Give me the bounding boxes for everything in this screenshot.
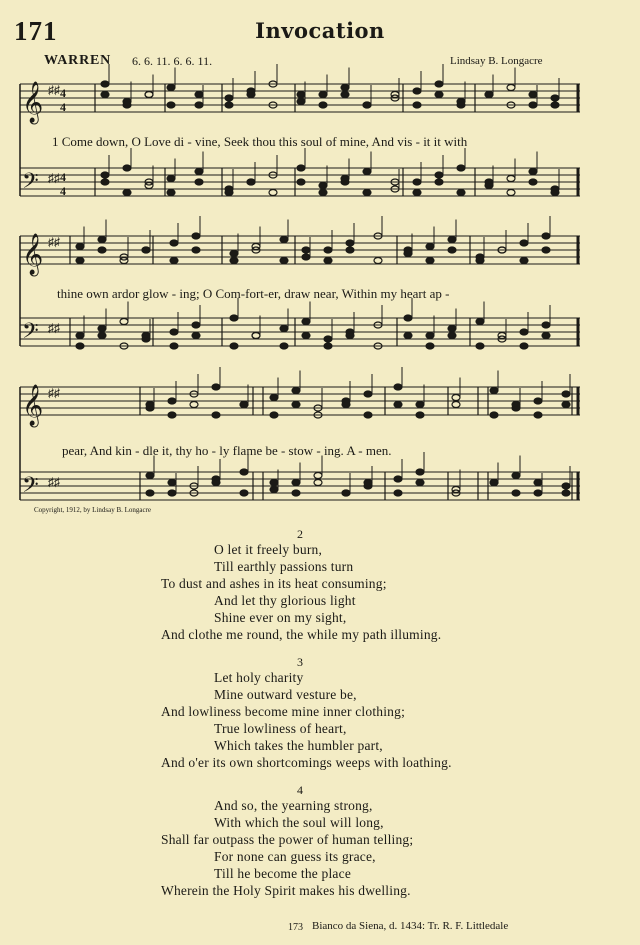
notehead (142, 333, 150, 339)
stanza-line: Shall far outpass the power of human telling; (161, 832, 414, 847)
notehead (394, 384, 402, 390)
notehead (167, 176, 175, 182)
notehead (292, 388, 300, 394)
hymn-number: 171 (14, 16, 58, 46)
time-signature: 4 (60, 184, 66, 198)
notehead (404, 315, 412, 321)
notehead (225, 190, 233, 196)
stanza-line: To dust and ashes in its heat consuming; (161, 576, 387, 591)
notehead (170, 240, 178, 246)
notehead (363, 190, 371, 196)
notehead (448, 237, 456, 243)
notehead (168, 398, 176, 404)
key-signature: ♯♯ (48, 321, 60, 335)
hymn-title: Invocation (255, 18, 385, 43)
notehead (192, 233, 200, 239)
notehead (448, 247, 456, 253)
notehead (341, 85, 349, 91)
notehead (292, 402, 300, 408)
notehead (448, 333, 456, 339)
notehead (168, 480, 176, 486)
notehead (302, 247, 310, 253)
notehead (529, 179, 537, 185)
notehead (448, 326, 456, 332)
notehead (551, 190, 559, 196)
notehead (476, 343, 484, 349)
notehead (212, 384, 220, 390)
page-number: 173 (288, 922, 303, 933)
notehead (195, 102, 203, 108)
notehead (551, 102, 559, 108)
notehead (212, 412, 220, 418)
notehead (512, 402, 520, 408)
copyright-notice: Copyright, 1912, by Lindsay B. Longacre (34, 506, 152, 514)
notehead (146, 490, 154, 496)
notehead (346, 333, 354, 339)
notehead (485, 92, 493, 98)
notehead (364, 391, 372, 397)
notehead (123, 190, 131, 196)
notehead (270, 480, 278, 486)
text-attribution: Bianco da Siena, d. 1434: Tr. R. F. Littledale (312, 920, 509, 932)
treble-clef: 𝄞 (22, 82, 44, 123)
notehead (324, 343, 332, 349)
notehead (342, 402, 350, 408)
notehead (324, 247, 332, 253)
stanza-line: O let it freely burn, (214, 542, 323, 557)
notehead (101, 92, 109, 98)
notehead (314, 480, 322, 486)
notehead (476, 319, 484, 325)
notehead (394, 476, 402, 482)
notehead (542, 322, 550, 328)
notehead (363, 102, 371, 108)
notehead (302, 254, 310, 260)
notehead (529, 102, 537, 108)
stanza-line: And so, the yearning strong, (214, 798, 373, 813)
notehead (364, 412, 372, 418)
notehead (374, 258, 382, 264)
stanza-number: 4 (297, 783, 303, 797)
notehead (435, 92, 443, 98)
notehead (195, 179, 203, 185)
notehead (302, 319, 310, 325)
notehead (413, 190, 421, 196)
lyric-line: pear, And kin - dle it, thy ho - ly flame be - stow - ing. A - men. (62, 443, 392, 458)
notehead (452, 402, 460, 408)
notehead (168, 412, 176, 418)
stanza-line: For none can guess its grace, (214, 849, 376, 864)
notehead (346, 240, 354, 246)
stanza-number: 2 (297, 527, 303, 541)
notehead (98, 237, 106, 243)
notehead (168, 490, 176, 496)
notehead (413, 179, 421, 185)
notehead (225, 102, 233, 108)
notehead (319, 183, 327, 189)
notehead (280, 326, 288, 332)
notehead (167, 85, 175, 91)
notehead (490, 480, 498, 486)
notehead (252, 333, 260, 339)
notehead (98, 247, 106, 253)
composer: Lindsay B. Longacre (450, 55, 543, 67)
notehead (247, 179, 255, 185)
notehead (270, 412, 278, 418)
notehead (426, 258, 434, 264)
notehead (404, 333, 412, 339)
notehead (270, 395, 278, 401)
notehead (346, 247, 354, 253)
stanza-number: 3 (297, 655, 303, 669)
notehead (280, 258, 288, 264)
lyric-line: 1 Come down, O Love di - vine, Seek thou this soul of mine, And vis - it it with (52, 134, 468, 149)
notehead (562, 402, 570, 408)
notehead (225, 95, 233, 101)
stanza-line: And let thy glorious light (214, 593, 356, 608)
notehead (490, 412, 498, 418)
key-signature: ♯♯ (48, 171, 60, 185)
notehead (490, 388, 498, 394)
notehead (551, 95, 559, 101)
notehead (363, 169, 371, 175)
notehead (292, 490, 300, 496)
notehead (167, 190, 175, 196)
time-signature: 4 (60, 170, 66, 184)
notehead (76, 343, 84, 349)
notehead (314, 473, 322, 479)
key-signature: ♯♯ (48, 235, 60, 249)
time-signature: 4 (60, 100, 66, 114)
key-signature: ♯♯ (48, 386, 60, 400)
treble-clef: 𝄞 (22, 234, 44, 275)
notehead (507, 176, 515, 182)
time-signature: 4 (60, 86, 66, 100)
notehead (520, 329, 528, 335)
notehead (123, 165, 131, 171)
notehead (476, 258, 484, 264)
notehead (485, 179, 493, 185)
notehead (101, 81, 109, 87)
notehead (529, 92, 537, 98)
stanza-line: And clothe me round, the while my path illuming. (161, 627, 442, 642)
stanza-line: And o'er its own shortcomings weeps with loathing. (161, 755, 452, 770)
notehead (98, 333, 106, 339)
stanza-line: Mine outward vesture be, (214, 687, 357, 702)
notehead (520, 258, 528, 264)
notehead (529, 169, 537, 175)
treble-clef: 𝄞 (22, 385, 44, 426)
notehead (195, 92, 203, 98)
notehead (142, 247, 150, 253)
notehead (435, 179, 443, 185)
notehead (542, 333, 550, 339)
stanza-line: Which takes the humbler part, (214, 738, 383, 753)
notehead (269, 190, 277, 196)
stanza-line: Till he become the place (214, 866, 352, 881)
tune-name: WARREN (44, 53, 112, 68)
key-signature: ♯♯ (48, 83, 60, 97)
stanza-line: Till earthly passions turn (214, 559, 354, 574)
notehead (341, 179, 349, 185)
notehead (426, 333, 434, 339)
key-signature: ♯♯ (48, 475, 60, 489)
notehead (435, 172, 443, 178)
notehead (76, 333, 84, 339)
notehead (302, 333, 310, 339)
notehead (520, 240, 528, 246)
notehead (240, 490, 248, 496)
notehead (297, 179, 305, 185)
notehead (146, 473, 154, 479)
stanza-line: Let holy charity (214, 670, 304, 685)
notehead (452, 395, 460, 401)
notehead (192, 247, 200, 253)
notehead (101, 172, 109, 178)
notehead (324, 258, 332, 264)
bass-clef: 𝄢 (22, 319, 39, 349)
notehead (413, 88, 421, 94)
notehead (230, 251, 238, 257)
notehead (512, 490, 520, 496)
bass-clef: 𝄢 (22, 169, 39, 199)
bass-clef: 𝄢 (22, 473, 39, 503)
stanza-line: Wherein the Holy Spirit makes his dwelling. (161, 883, 411, 898)
meter: 6. 6. 11. 6. 6. 11. (132, 54, 213, 68)
notehead (270, 487, 278, 493)
notehead (562, 391, 570, 397)
notehead (240, 402, 248, 408)
notehead (364, 480, 372, 486)
notehead (562, 483, 570, 489)
stanza-line: And lowliness become mine inner clothing; (161, 704, 406, 719)
stanza-line: With which the soul will long, (214, 815, 384, 830)
notehead (247, 92, 255, 98)
notehead (280, 237, 288, 243)
notehead (192, 322, 200, 328)
notehead (170, 258, 178, 264)
notehead (240, 469, 248, 475)
notehead (230, 315, 238, 321)
notehead (120, 319, 128, 325)
notehead (413, 102, 421, 108)
notehead (534, 480, 542, 486)
notehead (190, 402, 198, 408)
notehead (297, 165, 305, 171)
notehead (170, 343, 178, 349)
stanza-line: True lowliness of heart, (214, 721, 347, 736)
notehead (170, 329, 178, 335)
notehead (76, 244, 84, 250)
notehead (534, 412, 542, 418)
notehead (416, 469, 424, 475)
notehead (507, 190, 515, 196)
notehead (416, 402, 424, 408)
notehead (167, 102, 175, 108)
notehead (292, 480, 300, 486)
notehead (297, 99, 305, 105)
notehead (520, 343, 528, 349)
notehead (342, 490, 350, 496)
notehead (435, 81, 443, 87)
stanza-line: Shine ever on my sight, (214, 610, 347, 625)
notehead (192, 333, 200, 339)
notehead (98, 326, 106, 332)
notehead (426, 244, 434, 250)
notehead (319, 102, 327, 108)
notehead (230, 258, 238, 264)
notehead (394, 490, 402, 496)
notehead (101, 179, 109, 185)
notehead (195, 169, 203, 175)
notehead (512, 473, 520, 479)
notehead (457, 165, 465, 171)
notehead (341, 92, 349, 98)
notehead (230, 343, 238, 349)
notehead (212, 480, 220, 486)
notehead (404, 247, 412, 253)
notehead (319, 92, 327, 98)
notehead (146, 402, 154, 408)
notehead (394, 402, 402, 408)
notehead (534, 398, 542, 404)
notehead (426, 343, 434, 349)
notehead (562, 490, 570, 496)
notehead (416, 480, 424, 486)
notehead (534, 490, 542, 496)
notehead (542, 247, 550, 253)
notehead (507, 85, 515, 91)
lyric-line: thine own ardor glow - ing; O Com-fort-er, draw near, Within my heart ap - (57, 286, 450, 301)
notehead (280, 343, 288, 349)
notehead (123, 102, 131, 108)
notehead (297, 92, 305, 98)
notehead (542, 233, 550, 239)
notehead (76, 258, 84, 264)
notehead (324, 336, 332, 342)
notehead (416, 412, 424, 418)
notehead (457, 190, 465, 196)
notehead (145, 92, 153, 98)
notehead (319, 190, 327, 196)
notehead (457, 102, 465, 108)
